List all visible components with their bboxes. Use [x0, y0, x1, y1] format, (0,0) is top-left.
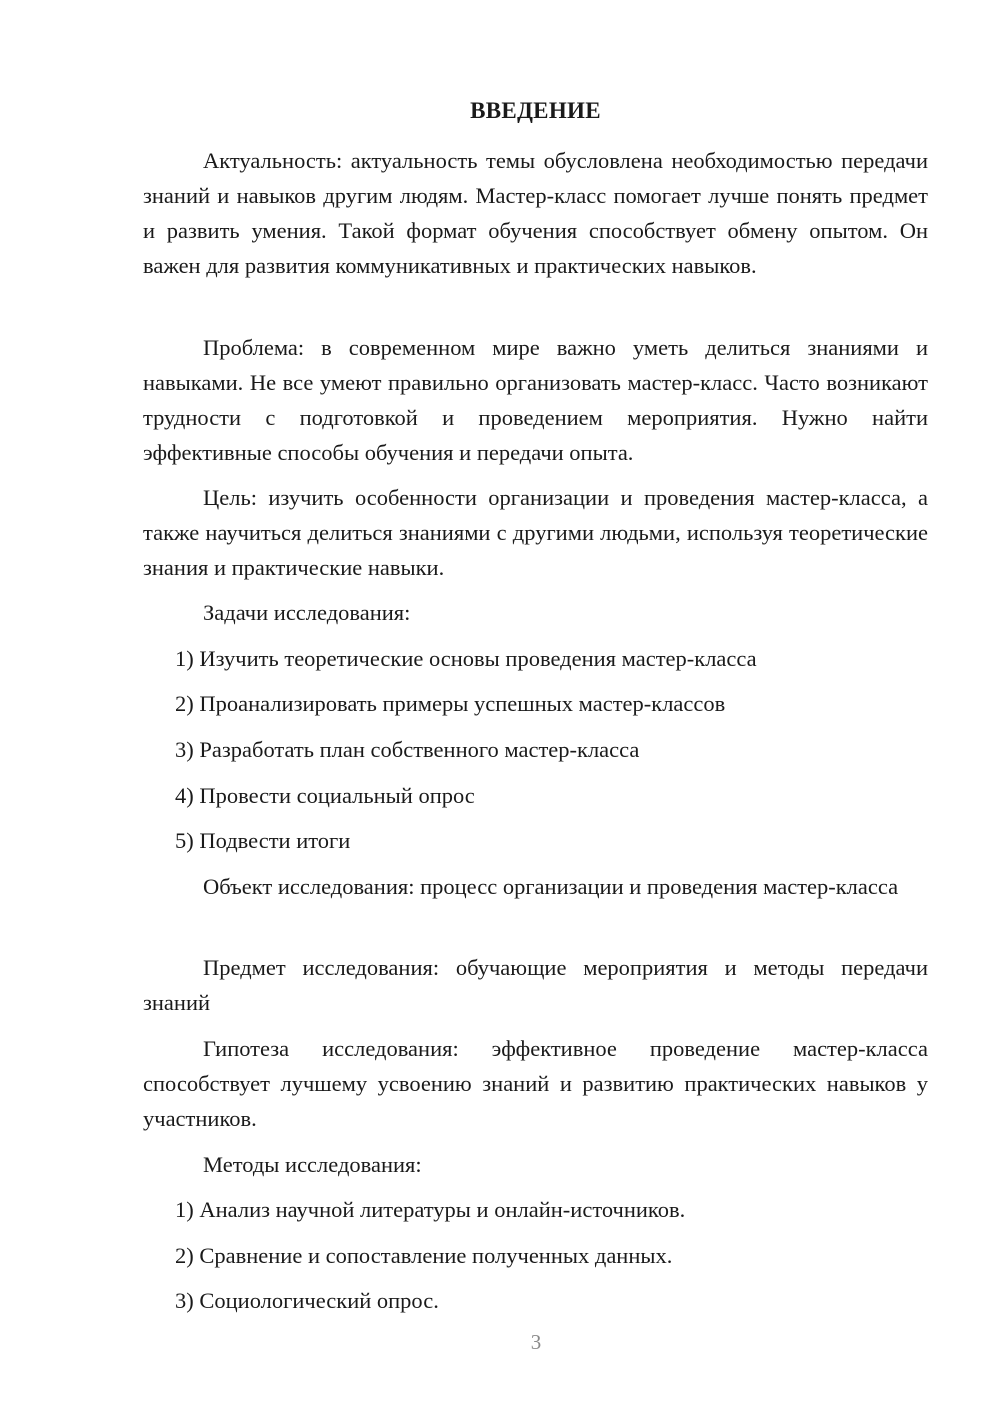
methods-heading: Методы исследования:	[203, 1152, 422, 1177]
problem-paragraph: Проблема: в современном мире важно уметь делиться знаниями и навыками. Не все умеют правильно организовать мастер-класс. Часто возникают трудности с подготовкой и проведением мероприятия. Нужно найти эффективные способы обучения и передачи опыта.	[143, 335, 928, 465]
task-item-2: 2) Проанализировать примеры успешных мастер-классов	[175, 691, 726, 716]
page-number: 3	[530, 1330, 542, 1354]
goal-paragraph: Цель: изучить особенности организации и проведения мастер-класса, а также научиться делиться знаниями с другими людьми, используя теоретические знания и практические навыки.	[143, 485, 928, 580]
task-item-5: 5) Подвести итоги	[175, 828, 351, 853]
task-item-1: 1) Изучить теоретические основы проведения мастер-класса	[175, 646, 757, 671]
object-paragraph: Объект исследования: процесс организации и проведения мастер-класса	[203, 874, 899, 899]
subject-paragraph: Предмет исследования: обучающие мероприятия и методы передачи знаний	[143, 955, 928, 1015]
page-title: ВВЕДЕНИЕ	[470, 98, 601, 123]
relevance-paragraph: Актуальность: актуальность темы обусловлена необходимостью передачи знаний и навыков другим людям. Мастер-класс помогает лучше понять предмет и развить умения. Такой формат обучения способствует обмену опытом. Он важен для развития коммуникативных и практических навыков.	[143, 148, 928, 278]
tasks-heading: Задачи исследования:	[203, 600, 411, 625]
method-item-1: 1) Анализ научной литературы и онлайн-источников.	[175, 1197, 686, 1222]
task-item-4: 4) Провести социальный опрос	[175, 783, 475, 808]
method-item-2: 2) Сравнение и сопоставление полученных данных.	[175, 1243, 673, 1268]
hypothesis-paragraph: Гипотеза исследования: эффективное проведение мастер-класса способствует лучшему усвоению знаний и развитию практических навыков у участников.	[143, 1036, 928, 1131]
method-item-3: 3) Социологический опрос.	[175, 1288, 439, 1313]
task-item-3: 3) Разработать план собственного мастер-класса	[175, 737, 640, 762]
